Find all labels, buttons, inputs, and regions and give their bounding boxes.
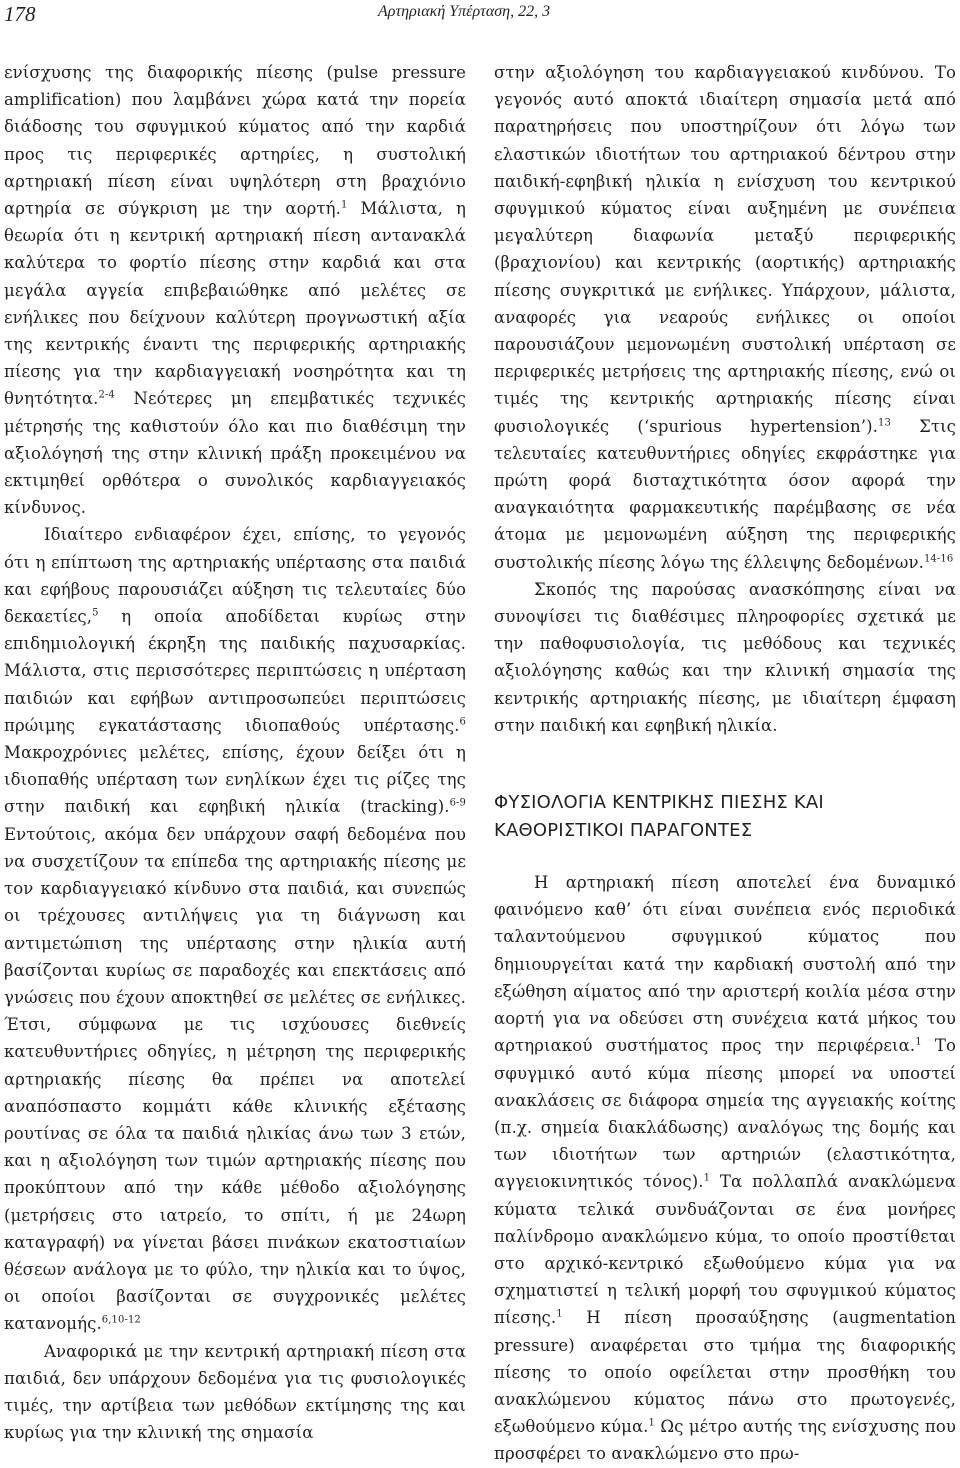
paragraph-text: Τα πολλαπλά ανακλώμενα κύματα τελικά συνδυάζονται σε ένα μονήρες παλίνδρομο ανακλώμενο κύμα, το οποίο προστίθεται στο αρχικό-κεντρικό εξωθούμενο κύμα για να σχηματιστεί η τελική μορφή του σφυγμικού κύματος πίεσης.	[494, 1172, 956, 1328]
paragraph	[494, 59, 956, 576]
citation-reference: 1	[648, 1417, 655, 1429]
paragraph-text: Ως μέτρο αυτής της ενίσχυσης που προσφέρει το ανακλώμενο στο πρω-	[494, 1417, 956, 1464]
paragraph-text: ενίσχυσης της διαφορικής πίεσης (pulse pressure amplification) που λαμβάνει χώρα κατά την πορεία διάδοσης του σφυγμικού κύματος από την καρδιά προς τις περιφερικές αρτηρίες, η συστολική αρτηριακή πίεση είναι υψηλότερη στη βραχιόνιο αρτηρία σε σύγκριση με την αορτή.	[4, 63, 466, 219]
section-heading-line-1: ΦΥΣΙΟΛΟΓΙΑ ΚΕΝΤΡΙΚΗΣ ΠΙΕΣΗΣ ΚΑΙ	[494, 792, 824, 814]
paragraph-text: Η πίεση προσαύξησης (augmentation pressure) αναφέρεται στο τμήμα της διαφορικής πίεσης το οποίο οφείλεται στην προσθήκη του ανακλώμενου κύματος πάνω στο πρωτογενές, εξωθούμενο κύμα.	[494, 1308, 956, 1437]
right-column-body	[494, 869, 956, 1467]
section-heading	[494, 789, 956, 845]
paragraph	[494, 869, 956, 1467]
paragraph-text: Εντούτοις, ακόμα δεν υπάρχουν σαφή δεδομένα που να συσχετίζουν τα επίπεδα της αρτηριακής πίεσης με τον καρδιαγγειακό κίνδυνο στα παιδιά, και συνεπώς οι τρέχουσες αντιλήψεις για τη διάγνωση και αντιμετώπιση της υπέρτασης στην ηλικία αυτή βασίζονται κυρίως σε παραδοχές και επεκτάσεις από γνώσεις που έχουν αποκτηθεί σε μελέτες σε ενήλικες. Έτσι, σύμφωνα με τις ισχύουσες διεθνείς κατευθυντήριες οδηγίες, η μέτρηση της περιφερικής αρτηριακής πίεσης θα πρέπει να αποτελεί αναπόσπαστο κομμάτι κάθε κλινικής εξέτασης ρουτίνας σε όλα τα παιδιά ηλικίας άνω των 3 ετών, και η αξιολόγηση των τιμών αρτηριακής πίεσης που προκύπτουν από την κάθε μέθοδο αξιολόγησης (μετρήσεις στο ιατρείο, το σπίτι, ή με 24ωρη καταγραφή) να γίνεται βάσει πινάκων εκατοστιαίων θέσεων ανάλογα με το φύλο, την ηλικία και το ύψος, οι οποίοι βασίζονται σε συγχρονικές μελέτες κατανομής.	[4, 824, 466, 1334]
paragraph	[4, 1338, 466, 1447]
citation-reference: 2-4	[98, 389, 115, 401]
citation-reference: 6-9	[449, 797, 466, 809]
section-heading-line-2: ΚΑΘΟΡΙΣΤΙΚΟΙ ΠΑΡΑΓΟΝΤΕΣ	[494, 820, 753, 842]
citation-reference: 13	[878, 417, 891, 429]
page-header	[0, 0, 960, 40]
paragraph-text: Νεότερες μη επεμβατικές τεχνικές μέτρησής της καθιστούν όλο και πιο διαθέσιμη την αξιολόγησή της στην κλινική πράξη προκειμένου να εκτιμηθεί ορθότερα ο συνολικός καρδιαγγειακός κίνδυνος.	[4, 389, 466, 518]
citation-reference: 5	[92, 607, 99, 619]
paragraph	[4, 521, 466, 1337]
paragraph-text: Ιδιαίτερο ενδιαφέρον έχει, επίσης, το γεγονός ότι η επίπτωση της αρτηριακής υπέρτασης στα παιδιά και εφήβους παρουσιάζει αύξηση τις τελευταίες δύο δεκαετίες,	[4, 525, 466, 627]
running-head: Αρτηριακή Υπέρταση, 22, 3	[378, 3, 551, 20]
right-column	[494, 59, 956, 1468]
paragraph-text: Το σφυγμικό αυτό κύμα πίεσης μπορεί να υποστεί ανακλάσεις σε διάφορα σημεία της αγγειακής κοίτης (π.χ. σημεία διακλάδωσης) αναλόγως της δομής και των ιδιοτήτων των αρτηριών (ελαστικότητα, αγγειοκινητικός τόνος).	[494, 1036, 956, 1192]
paragraph-text: η οποία αποδίδεται κυρίως στην επιδημιολογική έκρηξη της παιδικής παχυσαρκίας. Μάλιστα, στις περισσότερες περιπτώσεις η υπέρταση παιδιών και εφήβων αντιπροσωπεύει περιπτώσεις πρώιμης εγκατάστασης ιδιοπαθούς υπέρτασης.	[4, 607, 466, 735]
paragraph-text: Αναφορικά με την κεντρική αρτηριακή πίεση στα παιδιά, δεν υπάρχουν δεδομένα για τις φυσιολογικές τιμές, την αρτίβεια των μεθόδων εκτίμησης της και κυρίως για την κλινική της σημασία	[4, 1341, 466, 1443]
paragraph-text: Στις τελευταίες κατευθυντήριες οδηγίες εκφράστηκε για πρώτη φορά δισταχτικότητα όσον αφορά την αναγκαιότητα φαρμακευτικής παρέμβασης σε νέα άτομα με μεμονωμένη αύξηση της περιφερικής συστολικής πίεσης λόγω της έλλειψης δεδομένων.	[494, 416, 956, 572]
paragraph	[4, 59, 466, 521]
citation-reference: 6,10-12	[101, 1314, 141, 1326]
paragraph-text: Μάλιστα, η θεωρία ότι η κεντρική αρτηριακή πίεση αντανακλά καλύτερα το φορτίο πίεσης στην καρδιά και στα μεγάλα αγγεία επιβεβαιώθηκε από μελέτες σε ενήλικες που δείχνουν καλύτερη προγνωστική αξία της κεντρικής έναντι της περιφερικής αρτηριακής πίεσης για την καρδιαγγειακή νοσηρότητα και τη θνητότητα.	[4, 199, 467, 409]
paragraph-text: Η αρτηριακή πίεση αποτελεί ένα δυναμικό φαινόμενο καθ’ ότι είναι συνέπεια ενός περιοδικά ταλαντούμενου σφυγμικού κύματος που δημιουργείται κατά την καρδιακή συστολή από την εξώθηση αίματος από την αριστερή κοιλία μέσα στην αορτή για να οδεύσει στη συνέχεια κατά μήκος του αρτηριακού συστήματος προς την περιφέρεια.	[494, 873, 956, 1056]
paragraph	[494, 576, 956, 739]
right-column-intro	[494, 59, 956, 739]
paragraph-text: Σκοπός της παρούσας ανασκόπησης είναι να συνοψίσει τις διαθέσιμες πληροφορίες σχετικά με την παθοφυσιολογία, τις μεθόδους και τεχνικές αξιολόγησης καθώς και την κλινική σημασία της κεντρικής αρτηριακής πίεσης, με ιδιαίτερη έμφαση στην παιδική και εφηβική ηλικία.	[494, 579, 956, 735]
citation-reference: 1	[915, 1036, 922, 1048]
left-column	[4, 59, 466, 1446]
citation-reference: 1	[556, 1308, 563, 1320]
paragraph-text: στην αξιολόγηση του καρδιαγγειακού κινδύνου. Το γεγονός αυτό αποκτά ιδιαίτερη σημασία μετά από παρατηρήσεις που υποστηρίζουν ότι λόγω των ελαστικών ιδιοτήτων του αρτηριακού δέντρου στην παιδική-εφηβική ηλικία η ενίσχυση του κεντρικού σφυγμικού κύματος είναι αυξημένη με συνέπεια μεγαλύτερη διαφωνία μεταξύ περιφερικής (βραχιονίου) και κεντρικής (αορτικής) αρτηριακής πίεσης συγκριτικά με ενήλικες. Υπάρχουν, μάλιστα, αναφορές για νεαρούς ενήλικες οι οποίοι παρουσιάζουν μεμονωμένη συστολική υπέρταση σε περιφερικές μετρήσεις της αρτηριακής πίεσης, ενώ οι τιμές της κεντρικής αρτηριακής πίεσης είναι φυσιολογικές (‘spurious hypertension’).	[494, 63, 956, 436]
citation-reference: 1	[340, 199, 348, 211]
page-number: 178	[4, 2, 36, 26]
citation-reference: 14-16	[923, 553, 954, 565]
paragraph-text: Μακροχρόνιες μελέτες, επίσης, έχουν δείξει ότι η ιδιοπαθής υπέρταση των ενηλίκων έχει τις ρίζες της στην παιδική και εφηβική ηλικία (tracking).	[4, 743, 466, 817]
citation-reference: 1	[703, 1172, 711, 1184]
citation-reference: 6	[459, 716, 466, 728]
